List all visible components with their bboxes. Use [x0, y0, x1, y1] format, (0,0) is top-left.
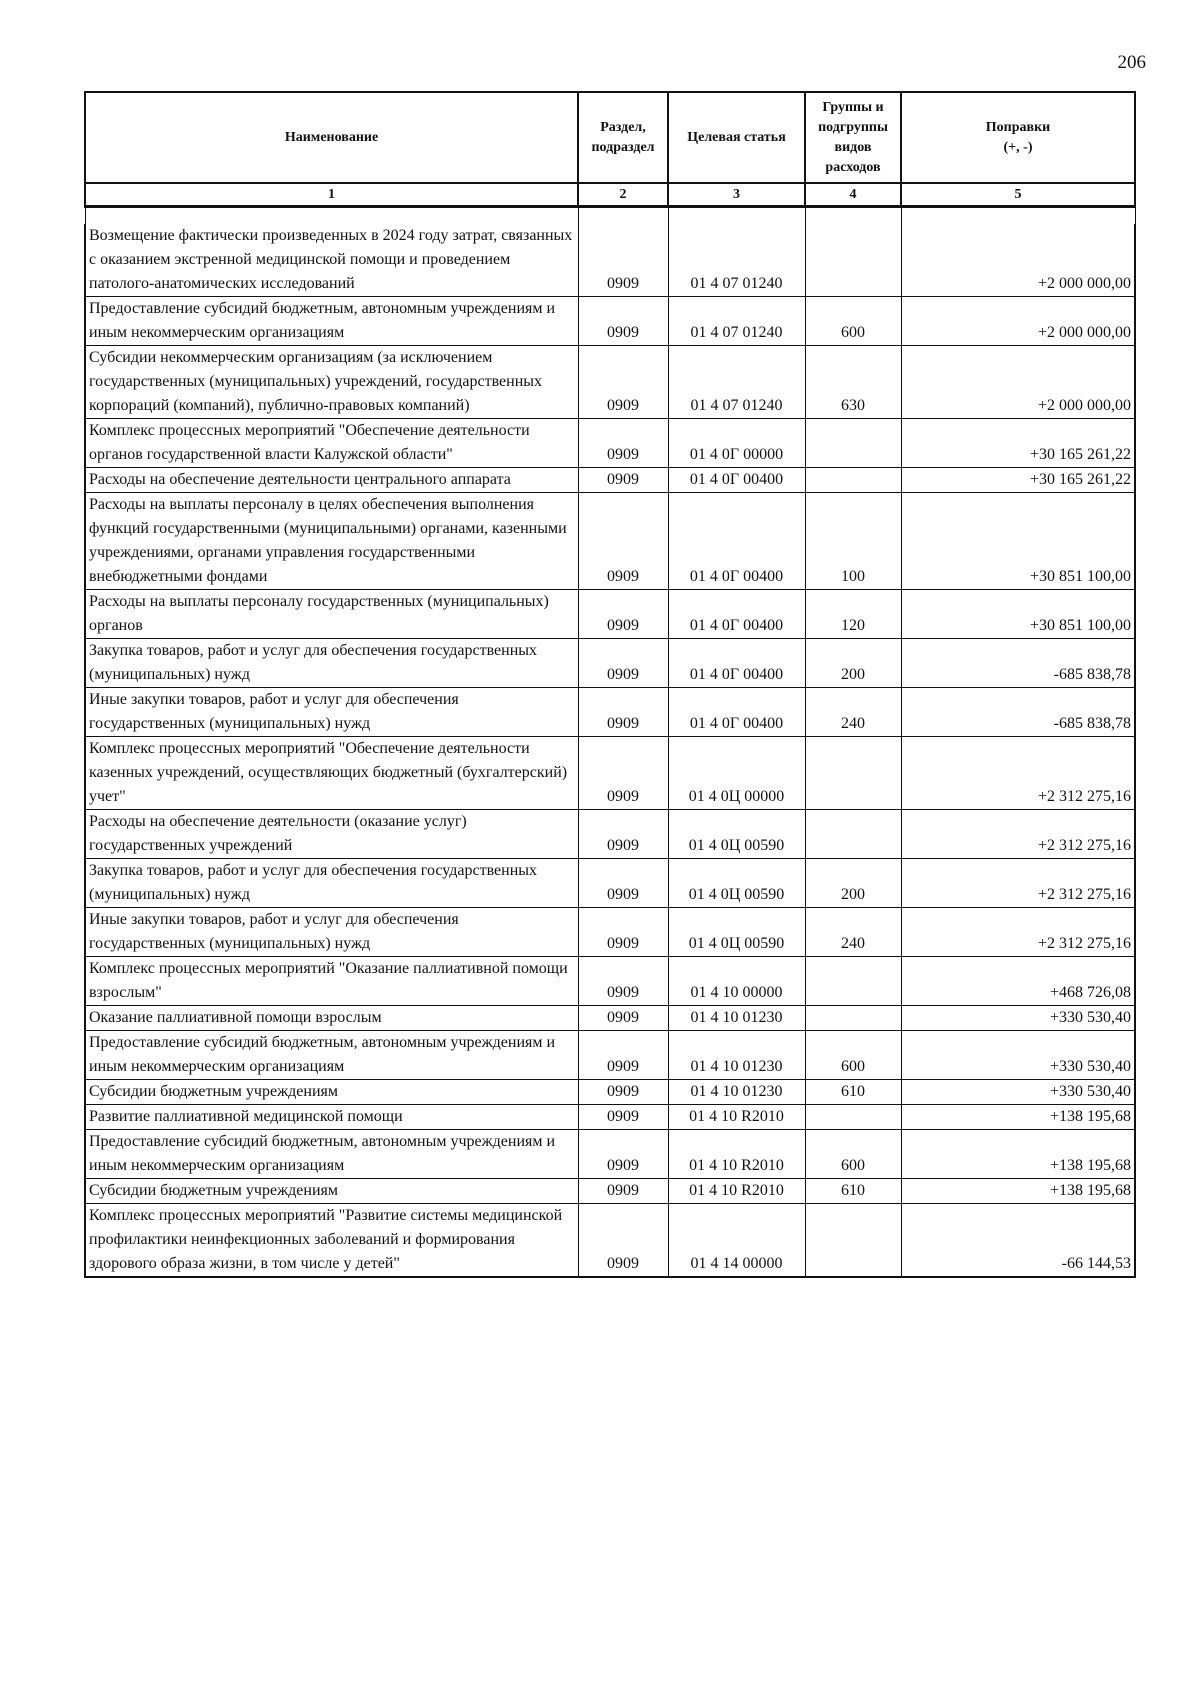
row-amount: -66 144,53 — [901, 1204, 1135, 1278]
row-target: 01 4 0Г 00400 — [668, 688, 805, 737]
table-row — [85, 419, 1135, 468]
header-name: Наименование — [85, 92, 578, 183]
row-amount: +2 000 000,00 — [901, 297, 1135, 346]
row-group — [805, 737, 901, 810]
row-name: Комплекс процессных мероприятий "Обеспечение деятельности казенных учреждений, осуществляющих бюджетный (бухгалтерский) учет" — [85, 737, 578, 810]
row-amount: +330 530,40 — [901, 1006, 1135, 1031]
row-amount: -685 838,78 — [901, 688, 1135, 737]
table-row — [85, 859, 1135, 908]
table-row — [85, 737, 1135, 810]
header-row — [85, 92, 1135, 183]
row-name: Расходы на выплаты персоналу в целях обеспечения выполнения функций государственными (муниципальными) органами, казенными учреждениями, органами управления государственными внебюджетными фондами — [85, 493, 578, 590]
spacer-row — [85, 207, 1135, 225]
row-group — [805, 1006, 901, 1031]
row-section: 0909 — [578, 1080, 668, 1105]
row-group — [805, 1204, 901, 1278]
row-amount: +2 312 275,16 — [901, 810, 1135, 859]
table-row — [85, 468, 1135, 493]
row-name: Развитие паллиативной медицинской помощи — [85, 1105, 578, 1130]
row-section: 0909 — [578, 224, 668, 297]
header-group: Группы и подгруппы видов расходов — [805, 92, 901, 183]
row-section: 0909 — [578, 908, 668, 957]
row-target: 01 4 0Ц 00590 — [668, 908, 805, 957]
table-row — [85, 1006, 1135, 1031]
row-section: 0909 — [578, 639, 668, 688]
table-row — [85, 639, 1135, 688]
row-group: 630 — [805, 346, 901, 419]
row-name: Предоставление субсидий бюджетным, автономным учреждениям и иным некоммерческим организациям — [85, 1031, 578, 1080]
header-amendment — [901, 92, 1135, 183]
row-name: Комплекс процессных мероприятий "Обеспечение деятельности органов государственной власти Калужской области" — [85, 419, 578, 468]
row-amount: +2 312 275,16 — [901, 908, 1135, 957]
row-amount: +2 312 275,16 — [901, 859, 1135, 908]
table-row — [85, 346, 1135, 419]
row-section: 0909 — [578, 1031, 668, 1080]
table-row — [85, 1130, 1135, 1179]
row-group — [805, 1105, 901, 1130]
row-name: Субсидии некоммерческим организациям (за исключением государственных (муниципальных) учреждений, государственных корпораций (компаний), публично-правовых компаний) — [85, 346, 578, 419]
table-row — [85, 688, 1135, 737]
row-target: 01 4 10 R2010 — [668, 1179, 805, 1204]
row-name: Предоставление субсидий бюджетным, автономным учреждениям и иным некоммерческим организациям — [85, 1130, 578, 1179]
row-name: Возмещение фактически произведенных в 2024 году затрат, связанных с оказанием экстренной медицинской помощи и проведением патолого-анатомических исследований — [85, 224, 578, 297]
row-amount: -685 838,78 — [901, 639, 1135, 688]
table-body — [85, 224, 1135, 1277]
row-amount: +330 530,40 — [901, 1031, 1135, 1080]
row-name: Комплекс процессных мероприятий "Развитие системы медицинской профилактики неинфекционных заболеваний и формирования здорового образа жизни, в том числе у детей" — [85, 1204, 578, 1278]
row-group: 610 — [805, 1080, 901, 1105]
budget-table — [84, 91, 1136, 1278]
column-number-row — [85, 183, 1135, 207]
header-target: Целевая статья — [668, 92, 805, 183]
row-target: 01 4 07 01240 — [668, 346, 805, 419]
row-amount: +138 195,68 — [901, 1179, 1135, 1204]
row-target: 01 4 10 01230 — [668, 1031, 805, 1080]
row-name: Закупка товаров, работ и услуг для обеспечения государственных (муниципальных) нужд — [85, 859, 578, 908]
row-target: 01 4 0Ц 00000 — [668, 737, 805, 810]
row-section: 0909 — [578, 468, 668, 493]
row-section: 0909 — [578, 590, 668, 639]
row-group — [805, 810, 901, 859]
row-section: 0909 — [578, 297, 668, 346]
row-group: 600 — [805, 297, 901, 346]
row-amount: +30 851 100,00 — [901, 493, 1135, 590]
row-amount: +2 312 275,16 — [901, 737, 1135, 810]
row-group — [805, 468, 901, 493]
row-name: Иные закупки товаров, работ и услуг для обеспечения государственных (муниципальных) нужд — [85, 908, 578, 957]
row-name: Расходы на обеспечение деятельности (оказание услуг) государственных учреждений — [85, 810, 578, 859]
row-section: 0909 — [578, 493, 668, 590]
row-group: 100 — [805, 493, 901, 590]
row-group: 200 — [805, 859, 901, 908]
table-row — [85, 224, 1135, 297]
row-section: 0909 — [578, 1006, 668, 1031]
row-amount: +138 195,68 — [901, 1130, 1135, 1179]
column-number: 3 — [668, 183, 805, 207]
row-target: 01 4 07 01240 — [668, 224, 805, 297]
row-section: 0909 — [578, 859, 668, 908]
row-section: 0909 — [578, 1179, 668, 1204]
column-number: 4 — [805, 183, 901, 207]
row-name: Комплекс процессных мероприятий "Оказание паллиативной помощи взрослым" — [85, 957, 578, 1006]
row-group: 610 — [805, 1179, 901, 1204]
row-group — [805, 224, 901, 297]
row-section: 0909 — [578, 1130, 668, 1179]
row-name: Субсидии бюджетным учреждениям — [85, 1179, 578, 1204]
row-group: 600 — [805, 1031, 901, 1080]
row-group: 200 — [805, 639, 901, 688]
row-group: 240 — [805, 688, 901, 737]
row-target: 01 4 10 01230 — [668, 1006, 805, 1031]
row-section: 0909 — [578, 688, 668, 737]
row-amount: +138 195,68 — [901, 1105, 1135, 1130]
column-number: 5 — [901, 183, 1135, 207]
row-group — [805, 419, 901, 468]
row-section: 0909 — [578, 957, 668, 1006]
row-amount: +30 165 261,22 — [901, 419, 1135, 468]
row-section: 0909 — [578, 1105, 668, 1130]
row-section: 0909 — [578, 1204, 668, 1278]
row-amount: +330 530,40 — [901, 1080, 1135, 1105]
row-group: 600 — [805, 1130, 901, 1179]
table-row — [85, 810, 1135, 859]
row-target: 01 4 10 00000 — [668, 957, 805, 1006]
table-row — [85, 1204, 1135, 1278]
row-amount: +2 000 000,00 — [901, 346, 1135, 419]
row-target: 01 4 10 01230 — [668, 1080, 805, 1105]
row-target: 01 4 0Г 00400 — [668, 493, 805, 590]
table-row — [85, 908, 1135, 957]
row-name: Субсидии бюджетным учреждениям — [85, 1080, 578, 1105]
row-name: Иные закупки товаров, работ и услуг для обеспечения государственных (муниципальных) нужд — [85, 688, 578, 737]
header-amendment-title: Поправки — [985, 119, 1051, 135]
row-amount: +2 000 000,00 — [901, 224, 1135, 297]
row-group: 120 — [805, 590, 901, 639]
row-target: 01 4 14 00000 — [668, 1204, 805, 1278]
table-row — [85, 590, 1135, 639]
row-target: 01 4 10 R2010 — [668, 1130, 805, 1179]
row-target: 01 4 0Г 00000 — [668, 419, 805, 468]
page-number: 206 — [1117, 52, 1146, 73]
table-row — [85, 1080, 1135, 1105]
table-row — [85, 1105, 1135, 1130]
row-amount: +30 851 100,00 — [901, 590, 1135, 639]
row-group — [805, 957, 901, 1006]
row-name: Расходы на выплаты персоналу государственных (муниципальных) органов — [85, 590, 578, 639]
row-target: 01 4 0Г 00400 — [668, 639, 805, 688]
table-row — [85, 1031, 1135, 1080]
row-group: 240 — [805, 908, 901, 957]
row-target: 01 4 0Ц 00590 — [668, 810, 805, 859]
row-section: 0909 — [578, 419, 668, 468]
row-target: 01 4 0Г 00400 — [668, 468, 805, 493]
table-row — [85, 957, 1135, 1006]
row-name: Закупка товаров, работ и услуг для обеспечения государственных (муниципальных) нужд — [85, 639, 578, 688]
row-section: 0909 — [578, 737, 668, 810]
row-name: Оказание паллиативной помощи взрослым — [85, 1006, 578, 1031]
header-amendment-sign: (+, -) — [1003, 139, 1033, 155]
row-target: 01 4 0Ц 00590 — [668, 859, 805, 908]
row-name: Предоставление субсидий бюджетным, автономным учреждениям и иным некоммерческим организациям — [85, 297, 578, 346]
row-amount: +30 165 261,22 — [901, 468, 1135, 493]
table-row — [85, 1179, 1135, 1204]
table-row — [85, 493, 1135, 590]
column-number: 2 — [578, 183, 668, 207]
row-target: 01 4 10 R2010 — [668, 1105, 805, 1130]
row-section: 0909 — [578, 810, 668, 859]
row-target: 01 4 0Г 00400 — [668, 590, 805, 639]
header-section: Раздел, подраздел — [578, 92, 668, 183]
row-section: 0909 — [578, 346, 668, 419]
row-name: Расходы на обеспечение деятельности центрального аппарата — [85, 468, 578, 493]
column-number: 1 — [85, 183, 578, 207]
row-amount: +468 726,08 — [901, 957, 1135, 1006]
row-target: 01 4 07 01240 — [668, 297, 805, 346]
table-row — [85, 297, 1135, 346]
